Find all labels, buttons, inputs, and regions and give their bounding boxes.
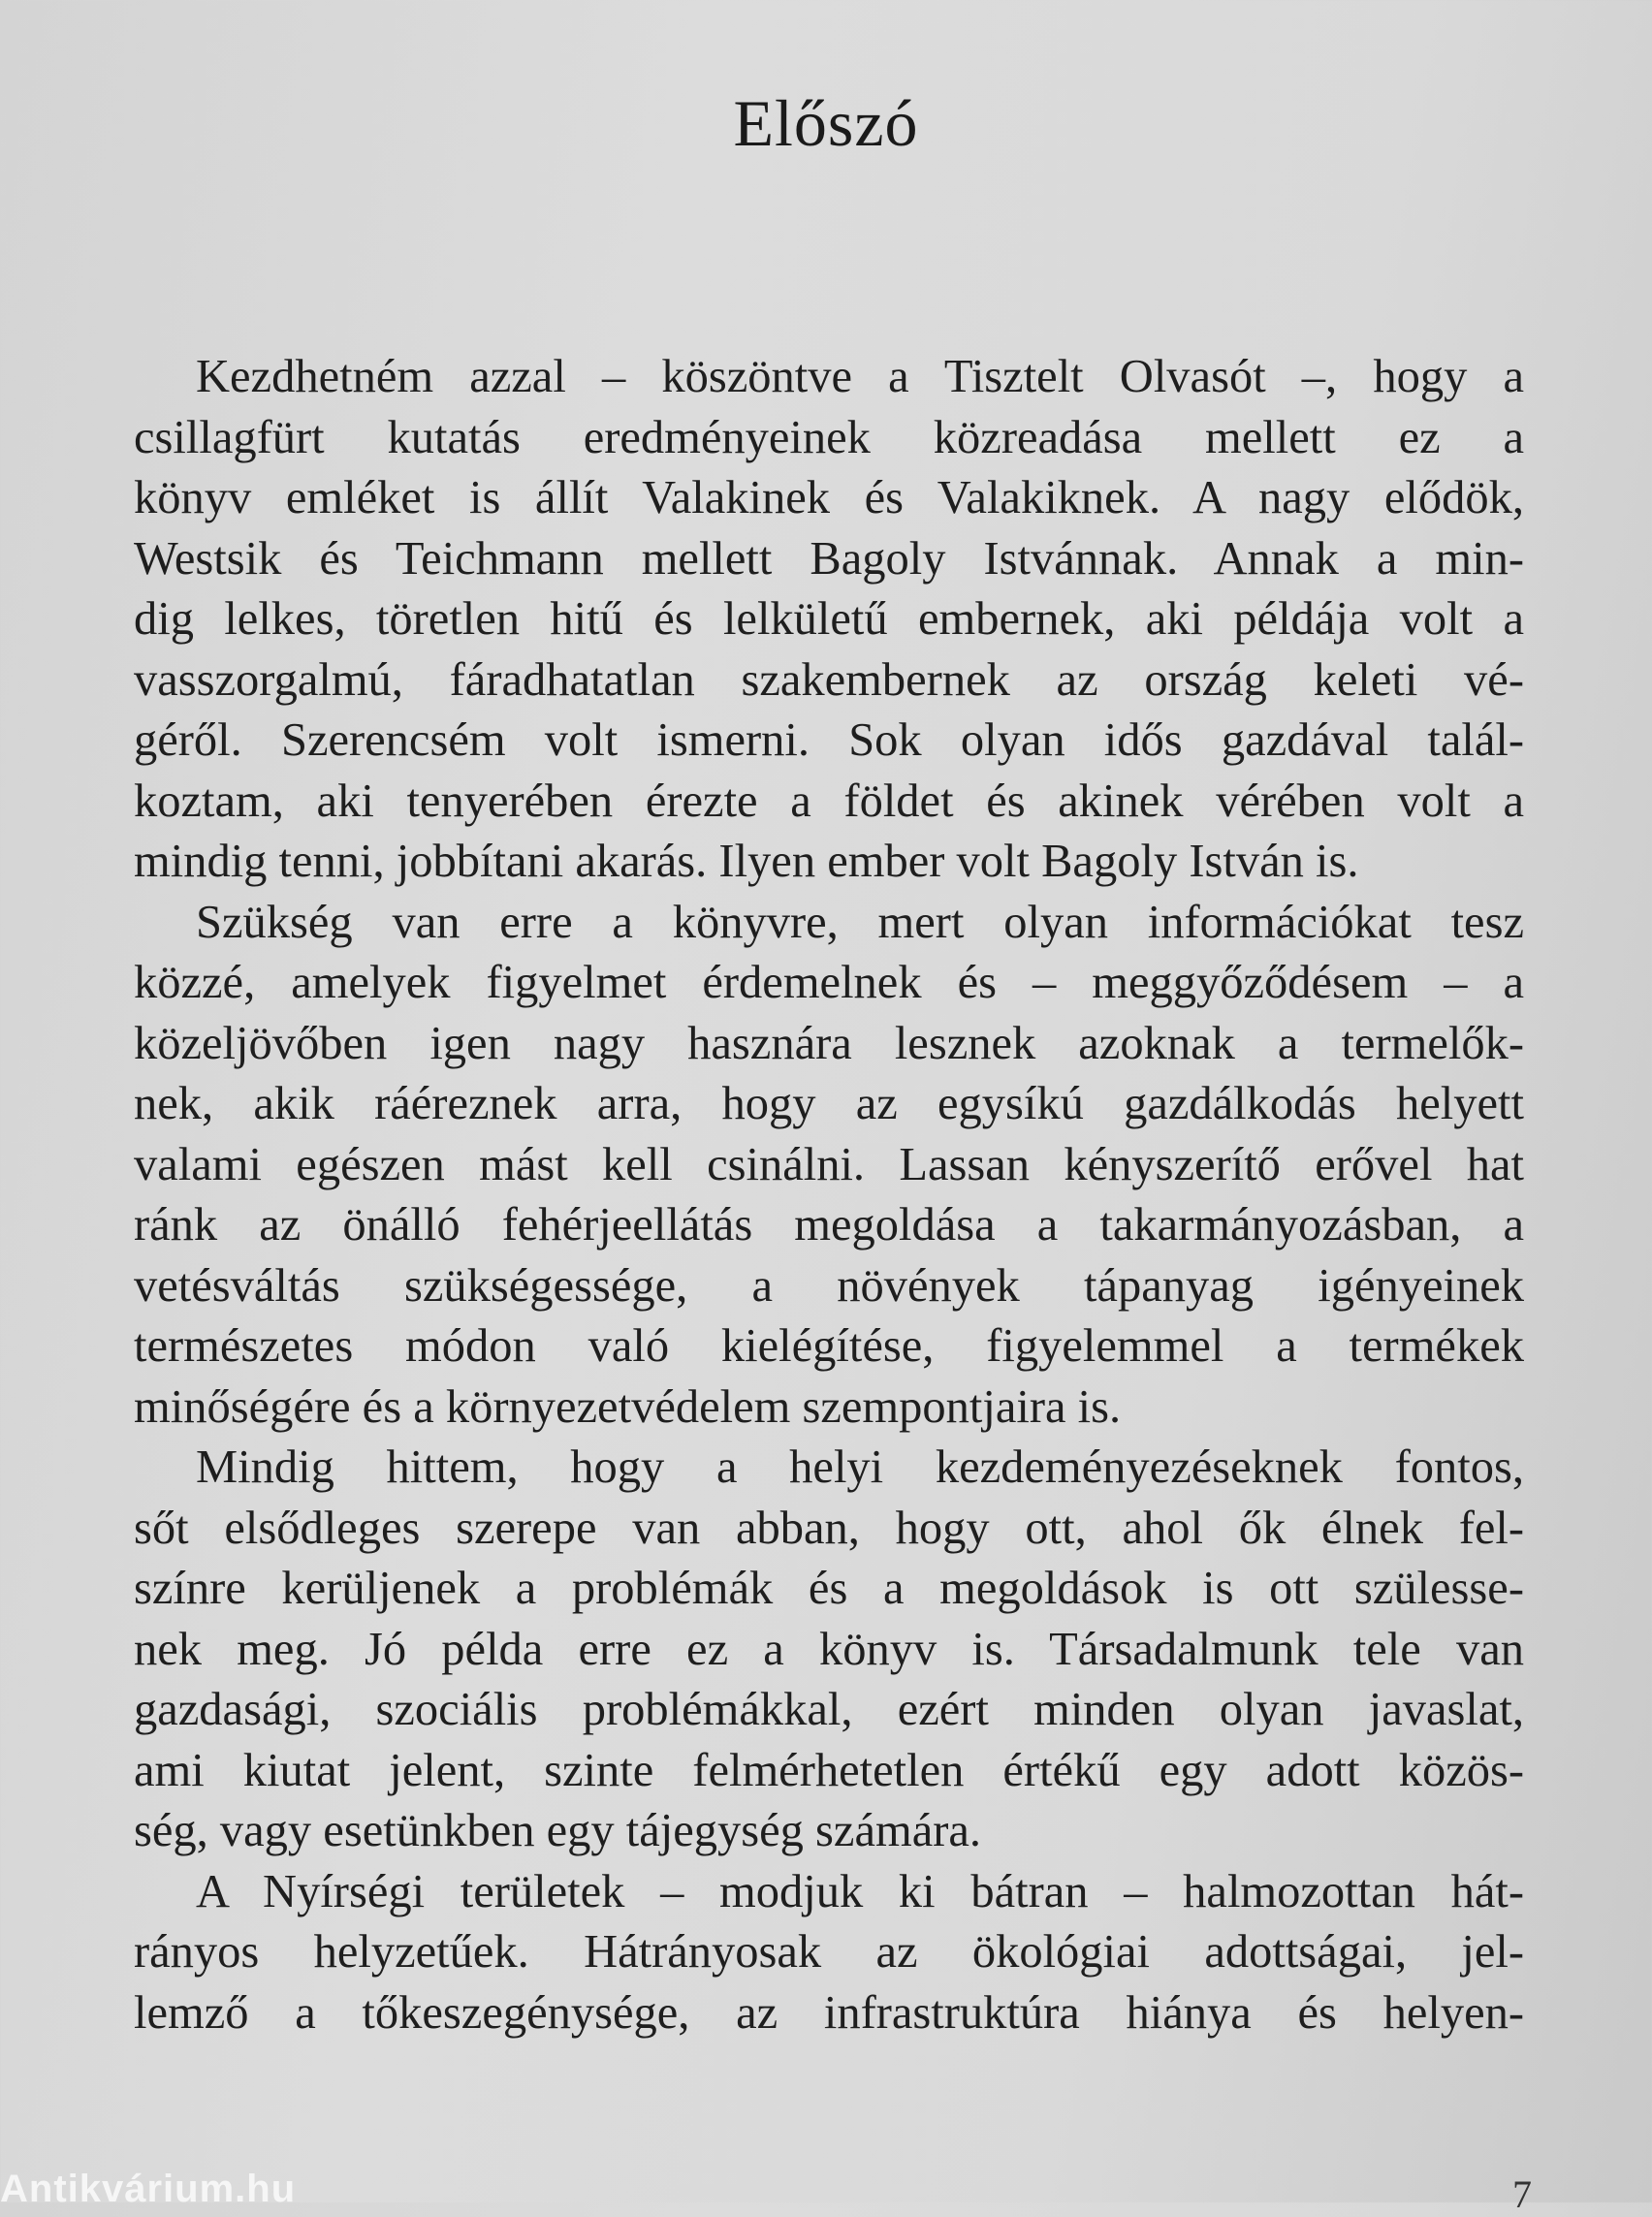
text-line: koztam, aki tenyerében érezte a földet és akinek vérében volt a xyxy=(134,775,1524,827)
text-line: dig lelkes, töretlen hitű és lelkületű embernek, aki példája volt a xyxy=(134,593,1524,645)
text-line: Westsik és Teichmann mellett Bagoly Istvánnak. Annak a min- xyxy=(134,532,1524,585)
text-line: valami egészen mást kell csinálni. Lassan kényszerítő erővel hat xyxy=(134,1138,1524,1190)
text-line: nek meg. Jó példa erre ez a könyv is. Társadalmunk tele van xyxy=(134,1623,1524,1675)
text-line: gazdasági, szociális problémákkal, ezért minden olyan javaslat, xyxy=(134,1684,1524,1735)
page-title: Előszó xyxy=(733,86,919,160)
body-text xyxy=(134,347,1524,2043)
text-line: vetésváltás szükségessége, a növények tápanyag igényeinek xyxy=(134,1259,1524,1312)
text-line: közzé, amelyek figyelmet érdemelnek és – meggyőződésem – a xyxy=(134,957,1524,1008)
text-line: rányos helyzetűek. Hátrányosak az ökológiai adottságai, jel- xyxy=(134,1926,1524,1978)
text-line: mindig tenni, jobbítani akarás. Ilyen ember volt Bagoly István is. xyxy=(134,836,1359,887)
text-line: ránk az önálló fehérjeellátás megoldása a takarmányozásban, a xyxy=(134,1199,1524,1251)
watermark: Antikvárium.hu xyxy=(0,2168,297,2210)
text-line: nek, akik ráéreznek arra, hogy az egysíkú gazdálkodás helyett xyxy=(134,1078,1524,1129)
text-line: Szükség van erre a könyvre, mert olyan információkat tesz xyxy=(196,896,1524,948)
paragraph-1 xyxy=(134,347,1524,893)
paragraph-4 xyxy=(134,1862,1524,2044)
page-number: 7 xyxy=(1512,2172,1532,2216)
text-line: vasszorgalmú, fáradhatatlan szakembernek az ország keleti vé- xyxy=(134,653,1524,706)
text-line: minőségére és a környezetvédelem szempontjaira is. xyxy=(134,1380,1122,1433)
text-line: ség, vagy esetünkben egy tájegység számára. xyxy=(134,1805,982,1856)
text-line: géről. Szerencsém volt ismerni. Sok olyan idős gazdával talál- xyxy=(134,714,1524,766)
text-line: Kezdhetném azzal – köszöntve a Tisztelt Olvasót –, hogy a xyxy=(196,351,1524,402)
paragraph-2 xyxy=(134,893,1524,1439)
text-line: sőt elsődleges szerepe van abban, hogy ott, ahol ők élnek fel- xyxy=(134,1502,1524,1554)
text-line: ami kiutat jelent, szinte felmérhetetlen értékű egy adott közös- xyxy=(134,1744,1524,1796)
text-line: természetes módon való kielégítése, figyelemmel a termékek xyxy=(134,1320,1524,1372)
text-line: csillagfürt kutatás eredményeinek közreadása mellett ez a xyxy=(134,411,1524,463)
text-line: közeljövőben igen nagy hasznára lesznek azoknak a termelők- xyxy=(134,1017,1524,1069)
text-line: Mindig hittem, hogy a helyi kezdeményezéseknek fontos, xyxy=(196,1441,1524,1493)
text-line: könyv emléket is állít Valakinek és Valakiknek. A nagy elődök, xyxy=(134,472,1524,523)
paragraph-3 xyxy=(134,1438,1524,1862)
text-line: színre kerüljenek a problémák és a megoldások is ott szülesse- xyxy=(134,1563,1524,1614)
text-line: lemző a tőkeszegénysége, az infrastruktúra hiánya és helyen- xyxy=(134,1986,1524,2039)
text-line: A Nyírségi területek – modjuk ki bátran – halmozottan hát- xyxy=(196,1865,1524,1917)
